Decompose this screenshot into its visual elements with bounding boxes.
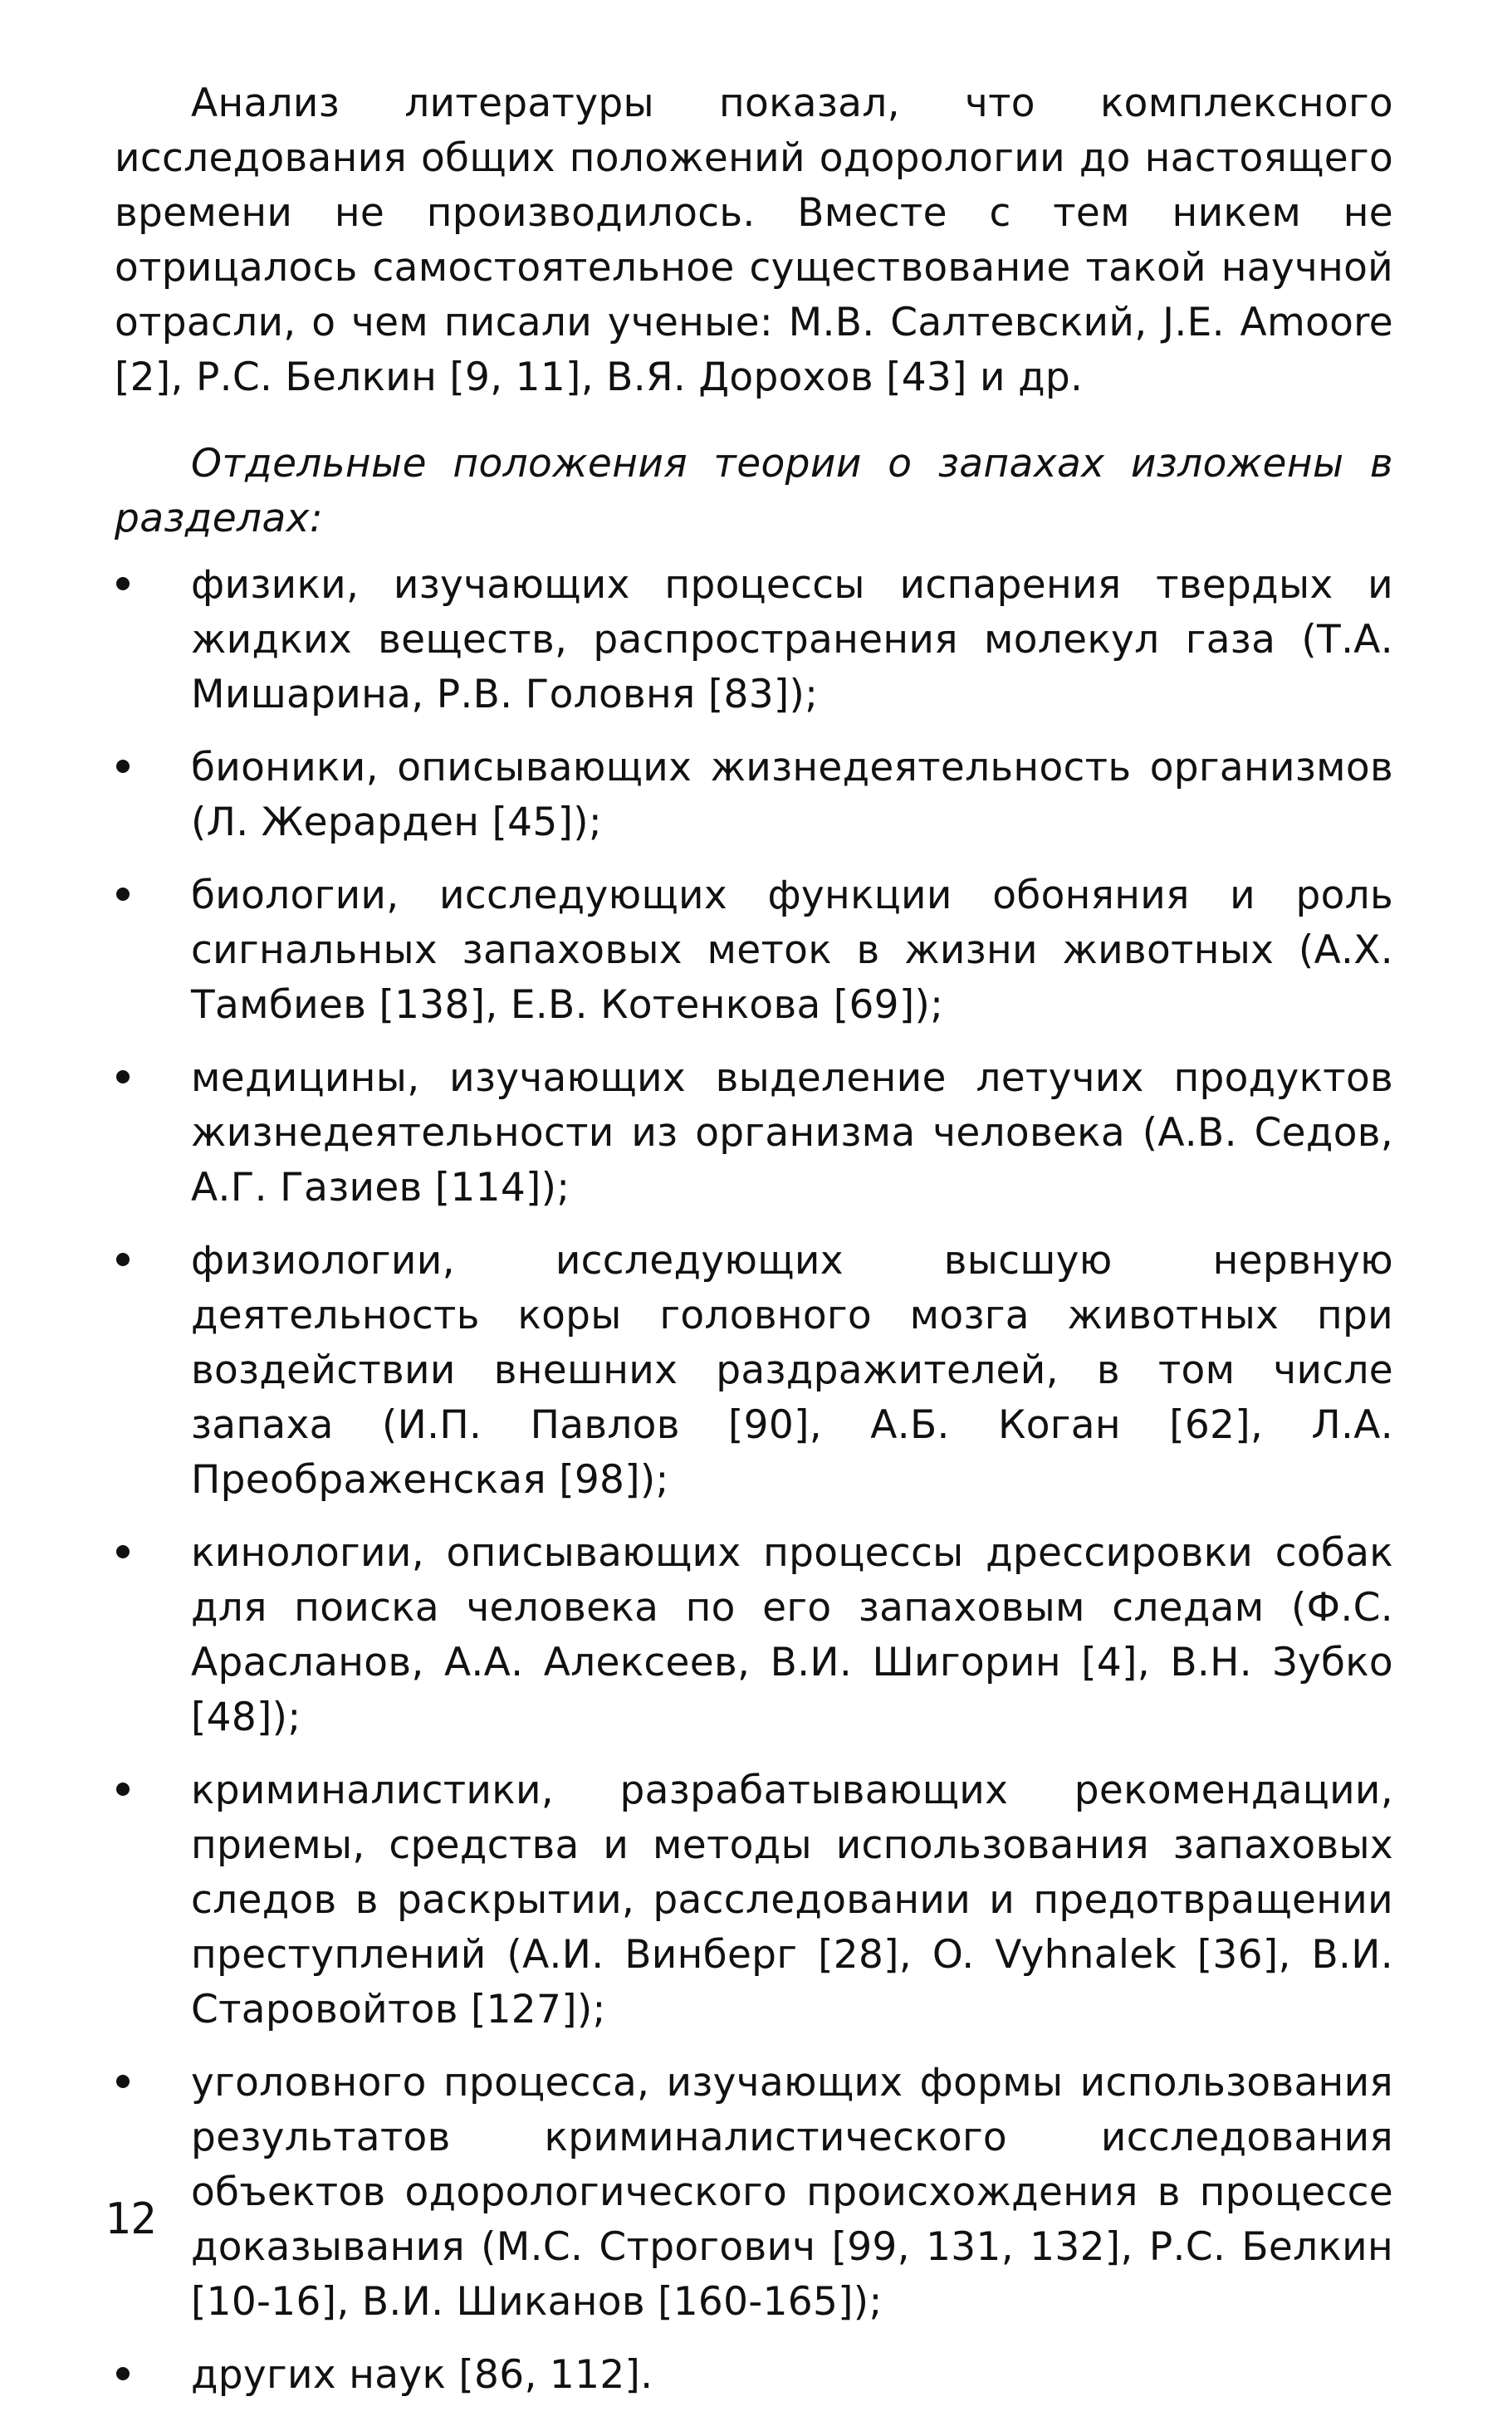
list-lead-sentence: Отдельные положения теории о запахах изложены в разделах: bbox=[115, 441, 1393, 541]
disciplines-list bbox=[115, 558, 1393, 2403]
bullet-icon bbox=[116, 1545, 130, 1558]
list-item bbox=[115, 741, 1393, 850]
list-item bbox=[115, 1526, 1393, 1745]
bullet-icon bbox=[116, 888, 130, 901]
bullet-icon bbox=[116, 2075, 130, 2088]
list-item bbox=[115, 1234, 1393, 1508]
list-item bbox=[115, 1051, 1393, 1215]
bullet-icon bbox=[116, 760, 130, 773]
intro-paragraph: Анализ литературы показал, что комплексного исследования общих положений одорологии до настоящего времени не производилось. Вместе с тем никем не отрицалось самостоятельное существование такой научной отрасли, о чем писали ученые: М.В. Салтевский, J.E. Amoore [2], Р.С. Белкин [9, 11], В.Я. Дорохов [43] и др. bbox=[115, 81, 1393, 400]
bullet-icon bbox=[116, 577, 130, 590]
list-item-text: физики, изучающих процессы испарения твердых и жидких веществ, распространения молекул газа (Т.А. Мишарина, Р.В. Головня [83]); bbox=[191, 562, 1393, 717]
list-item-text: медицины, изучающих выделение летучих продуктов жизнедеятельности из организма человека (А.В. Седов, А.Г. Газиев [114]); bbox=[191, 1055, 1393, 1210]
bullet-icon bbox=[116, 2367, 130, 2380]
list-item-text: биологии, исследующих функции обоняния и роль сигнальных запаховых меток в жизни животных (А.Х. Тамбиев [138], Е.В. Котенкова [69]); bbox=[191, 873, 1393, 1028]
list-item bbox=[115, 1763, 1393, 2037]
list-item-text: уголовного процесса, изучающих формы использования результатов криминалистического исследования объектов одорологического происхождения в процессе доказывания (М.С. Строгович [99, 131, 132], Р.С. Белкин [10-16], В.И. Шиканов [160-165]); bbox=[191, 2060, 1393, 2325]
bullet-icon bbox=[116, 1253, 130, 1266]
list-item-text: других наук [86, 112]. bbox=[191, 2352, 653, 2398]
page-number: 12 bbox=[105, 2194, 157, 2244]
bullet-icon bbox=[116, 1783, 130, 1796]
page-body bbox=[115, 76, 1393, 2421]
list-item-text: криминалистики, разрабатывающих рекомендации, приемы, средства и методы использования запаховых следов в раскрытии, расследовании и предотвращении преступлений (А.И. Винберг [28], O. Vyhnalek [36], В.И. Старовойтов [127]); bbox=[191, 1768, 1393, 2032]
bullet-icon bbox=[116, 1070, 130, 1083]
list-item bbox=[115, 2348, 1393, 2403]
list-item-text: бионики, описывающих жизнедеятельность организмов (Л. Жерарден [45]); bbox=[191, 745, 1393, 845]
list-item bbox=[115, 868, 1393, 1033]
list-item bbox=[115, 2056, 1393, 2330]
list-item-text: кинологии, описывающих процессы дрессировки собак для поиска человека по его запаховым следам (Ф.С. Арасланов, А.А. Алексеев, В.И. Шигорин [4], В.Н. Зубко [48]); bbox=[191, 1530, 1393, 1740]
list-item-text: физиологии, исследующих высшую нервную деятельность коры головного мозга животных при воздействии внешних раздражителей, в том числе запаха (И.П. Павлов [90], А.Б. Коган [62], Л.А. Преображенская [98]); bbox=[191, 1238, 1393, 1503]
list-item bbox=[115, 558, 1393, 722]
